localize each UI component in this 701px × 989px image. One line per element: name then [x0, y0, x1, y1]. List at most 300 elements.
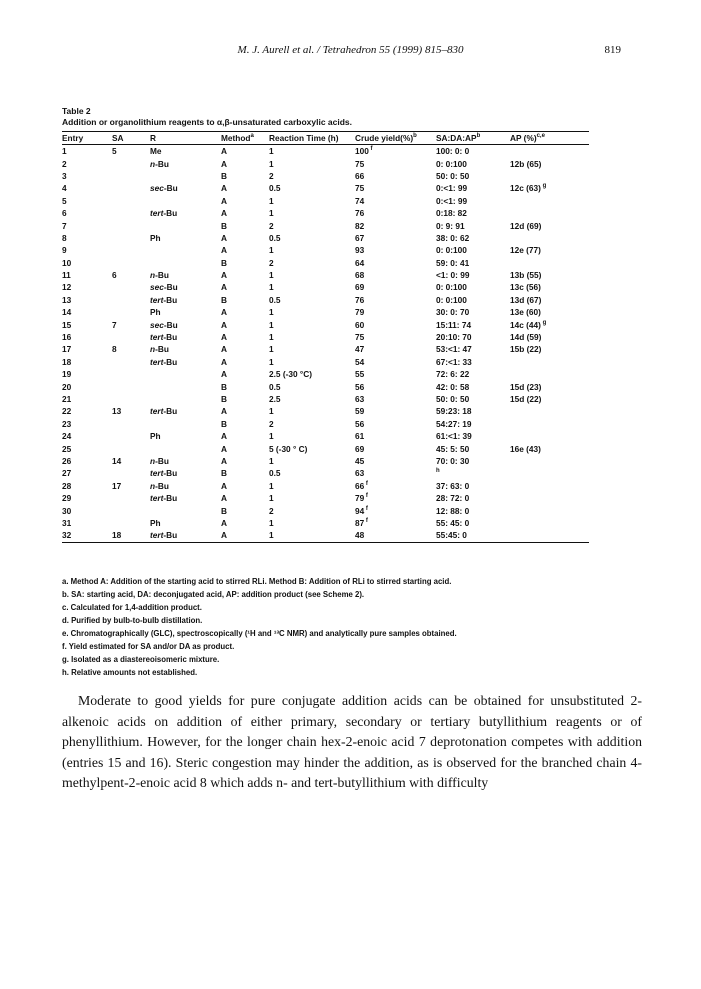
- table-cell: [510, 492, 589, 504]
- table-cell: [112, 244, 150, 256]
- table-cell: 14: [62, 307, 72, 318]
- table-cell: tert-Bu: [150, 294, 178, 305]
- table-cell: tert-Bu: [150, 468, 178, 479]
- table-cell: [112, 232, 150, 244]
- table-cell: [112, 207, 150, 219]
- table-cell: 1: [269, 208, 274, 219]
- table-footnotes: [62, 575, 457, 679]
- table-cell: 7: [62, 220, 67, 231]
- table-cell: 0.5: [269, 294, 281, 305]
- table-cell: 1: [269, 493, 274, 504]
- table-row: [62, 467, 589, 479]
- table-body: [62, 145, 589, 543]
- table-cell: 55: 45: 0: [436, 517, 470, 528]
- table-cell: 67: [355, 232, 365, 243]
- table-cell: 70: 0: 30: [436, 455, 470, 466]
- table-cell: 16: [62, 332, 72, 343]
- table-cell: 0:18: 82: [436, 208, 467, 219]
- table-cell: [112, 517, 150, 529]
- table-row: [62, 430, 589, 442]
- table-cell: 1: [269, 282, 274, 293]
- table-cell: sec-Bu: [150, 183, 178, 194]
- table-cell: A: [221, 245, 227, 256]
- table-cell: 2: [269, 257, 274, 268]
- table-cell: tert-Bu: [150, 332, 178, 343]
- table-cell: [150, 219, 221, 231]
- table-row: [62, 145, 589, 158]
- table-cell: 12b (65): [510, 158, 542, 169]
- table-cell: A: [221, 443, 227, 454]
- table-row: [62, 393, 589, 405]
- table-cell: 59:23: 18: [436, 406, 472, 417]
- table-row: [62, 207, 589, 219]
- table-cell: 1: [269, 319, 274, 330]
- table-cell: 13e (60): [510, 307, 541, 318]
- table-cell: 30: [62, 505, 72, 516]
- table-cell: 59: 0: 41: [436, 257, 470, 268]
- table-cell: [436, 467, 510, 479]
- table-cell: 19: [62, 369, 72, 380]
- table-row: [62, 368, 589, 380]
- table-cell: 13: [112, 406, 122, 417]
- table-cell: B: [221, 170, 227, 181]
- table-cell: n-Bu: [150, 480, 169, 491]
- table-cell: [112, 430, 150, 442]
- table-cell: A: [221, 369, 227, 380]
- table-row: [62, 480, 589, 492]
- table-cell: 59: [355, 406, 365, 417]
- table-cell: 68: [355, 270, 365, 281]
- column-header: Entry: [62, 132, 112, 145]
- table-cell: 7: [112, 319, 117, 330]
- footnote-mark: h: [436, 468, 440, 475]
- footnote-mark: a: [250, 133, 254, 140]
- table-cell: 63: [355, 394, 365, 404]
- table-cell: [150, 418, 221, 430]
- table-cell: sec-Bu: [150, 282, 178, 293]
- table-cell: 54:27: 19: [436, 418, 472, 429]
- table-cell: 1: [269, 529, 355, 542]
- table-label: Table 2: [62, 106, 91, 116]
- table-cell: 10: [62, 257, 72, 268]
- table-cell: 66 $^f$: [355, 480, 368, 491]
- table-cell: [510, 405, 589, 417]
- table-cell: [150, 195, 221, 207]
- table-cell: 20: [62, 381, 72, 392]
- table-cell: 2.5 (-30 °C): [269, 369, 312, 380]
- table-cell: [510, 418, 589, 430]
- table-cell: 25: [62, 443, 72, 454]
- table-cell: 55: [355, 369, 365, 380]
- table-cell: A: [221, 480, 227, 491]
- table-cell: 11: [62, 270, 71, 281]
- table-cell: 0.5: [269, 381, 281, 392]
- table-cell: 5: [62, 195, 67, 206]
- table-cell: 76: [355, 294, 365, 305]
- table-row: [62, 294, 589, 306]
- table-cell: tert-Bu: [150, 493, 178, 504]
- table-cell: Me: [150, 146, 162, 157]
- footnote: b. SA: starting acid, DA: deconjugated acid, AP: addition product (see Scheme 2).: [62, 590, 365, 599]
- table-cell: 1: [269, 480, 274, 491]
- table-cell: 69: [355, 282, 365, 293]
- table-cell: 0: 0:100: [436, 158, 467, 169]
- table-cell: 75: [355, 158, 365, 169]
- table-cell: A: [221, 195, 227, 206]
- table-row: [62, 244, 589, 256]
- table-cell: 0.5: [269, 468, 281, 479]
- table-cell: 2: [269, 220, 274, 231]
- table-cell: [150, 442, 221, 454]
- table-cell: A: [221, 356, 227, 367]
- table-cell: [510, 529, 589, 542]
- table-cell: 38: 0: 62: [436, 232, 470, 243]
- table-cell: 56: [355, 418, 365, 429]
- table-cell: A: [221, 146, 227, 157]
- table-row: [62, 219, 589, 231]
- table-cell: Ph: [150, 517, 161, 528]
- table-cell: [510, 517, 589, 529]
- table-cell: B: [221, 394, 227, 404]
- table-cell: B: [221, 220, 227, 231]
- table-cell: [112, 504, 150, 516]
- table-cell: 66: [355, 170, 365, 181]
- table-cell: A: [221, 232, 227, 243]
- table-cell: 12: 88: 0: [436, 505, 470, 516]
- table-cell: [112, 170, 150, 182]
- table-cell: [112, 393, 150, 405]
- table-cell: 31: [62, 517, 72, 528]
- footnote: g. Isolated as a diastereoisomeric mixture.: [62, 655, 220, 664]
- table-cell: 0: 0:100: [436, 294, 467, 305]
- table-cell: 1: [269, 517, 274, 528]
- table-cell: n-Bu: [150, 158, 169, 169]
- table-cell: [150, 380, 221, 392]
- table-cell: 1: [269, 344, 274, 355]
- table-cell: [510, 368, 589, 380]
- table-cell: A: [221, 307, 227, 318]
- table-row: [62, 455, 589, 467]
- table-cell: 69: [355, 443, 365, 454]
- table-cell: B: [221, 468, 227, 479]
- table-cell: 16e (43): [510, 443, 541, 454]
- table-cell: [112, 306, 150, 318]
- column-header: SA: [112, 132, 150, 145]
- table-row: [62, 157, 589, 169]
- table-cell: 63: [355, 468, 365, 479]
- table-cell: n-Bu: [150, 344, 169, 355]
- table-cell: Ph: [150, 431, 161, 442]
- table-cell: B: [221, 418, 227, 429]
- table-cell: 17: [62, 344, 72, 355]
- footnote-mark: g: [540, 319, 547, 326]
- table-cell: 14: [112, 455, 122, 466]
- table-cell: A: [221, 517, 227, 528]
- footnote: e. Chromatographically (GLC), spectroscopically (¹H and ¹³C NMR) and analytically pure samples obtained.: [62, 629, 457, 638]
- table-cell: 3: [62, 170, 67, 181]
- table-row: [62, 182, 589, 194]
- table-cell: 42: 0: 58: [436, 381, 470, 392]
- table-cell: 14c (44) $^g$: [510, 319, 547, 330]
- table-cell: 13d (67): [510, 294, 542, 305]
- table-cell: A: [221, 529, 269, 542]
- table-cell: A: [221, 455, 227, 466]
- table-cell: 100: 0: 0: [436, 146, 470, 157]
- table-cell: 14d (59): [510, 332, 542, 343]
- table-cell: [150, 504, 221, 516]
- table-cell: [112, 418, 150, 430]
- table-cell: B: [221, 381, 227, 392]
- table-cell: 18: [112, 529, 150, 542]
- table-cell: 0:<1: 99: [436, 195, 468, 206]
- footnote-mark: f: [368, 146, 373, 153]
- table-cell: 23: [62, 418, 72, 429]
- table-cell: 1: [269, 455, 274, 466]
- table-cell: A: [221, 282, 227, 293]
- table-row: [62, 306, 589, 318]
- table-cell: 12d (69): [510, 220, 542, 231]
- table-cell: [510, 430, 589, 442]
- table-cell: 13b (55): [510, 270, 542, 281]
- table-cell: 15b (22): [510, 344, 542, 355]
- table-cell: tert-Bu: [150, 208, 178, 219]
- table-cell: 47: [355, 344, 365, 355]
- table-row: [62, 318, 589, 330]
- table-cell: 75: [355, 183, 365, 194]
- table-cell: 15:11: 74: [436, 319, 472, 330]
- table-cell: 0: 9: 91: [436, 220, 465, 231]
- table-cell: 56: [355, 381, 365, 392]
- table-cell: 79: [355, 307, 365, 318]
- table-cell: 54: [355, 356, 365, 367]
- footnote: f. Yield estimated for SA and/or DA as product.: [62, 642, 235, 651]
- footnote-mark: b: [413, 133, 417, 140]
- table-cell: [150, 393, 221, 405]
- table-cell: [112, 368, 150, 380]
- table-cell: 5 (-30 ° C): [269, 443, 308, 454]
- table-cell: A: [221, 183, 227, 194]
- table-cell: [112, 442, 150, 454]
- table-cell: 67:<1: 33: [436, 356, 472, 367]
- table-cell: 27: [62, 468, 72, 479]
- table-cell: 6: [112, 270, 117, 281]
- table-cell: 18: [62, 356, 72, 367]
- table-cell: 50: 0: 50: [436, 170, 470, 181]
- table-cell: 61: [355, 431, 365, 442]
- table-row: [62, 269, 589, 281]
- table-cell: 50: 0: 50: [436, 394, 470, 404]
- table-cell: 1: [269, 356, 274, 367]
- table-cell: <1: 0: 99: [436, 270, 470, 281]
- table-cell: 0.5: [269, 183, 281, 194]
- table-row: [62, 343, 589, 355]
- table-cell: 75: [355, 332, 365, 343]
- table-cell: 30: 0: 70: [436, 307, 470, 318]
- table-row: [62, 281, 589, 293]
- table-cell: Ph: [150, 307, 161, 318]
- table-cell: 28: [62, 480, 72, 491]
- table-cell: 74: [355, 195, 365, 206]
- table-row: [62, 442, 589, 454]
- table-cell: 26: [62, 455, 72, 466]
- table-cell: [112, 182, 150, 194]
- footnote-mark: f: [364, 518, 368, 525]
- footnote-mark: f: [364, 505, 368, 512]
- table-cell: 94 $^f$: [355, 505, 368, 516]
- table-cell: 8: [112, 344, 117, 355]
- column-header: $SA:DA:AP^b$: [436, 132, 510, 145]
- table-cell: 72: 6: 22: [436, 369, 470, 380]
- table-cell: [510, 195, 589, 207]
- table-cell: n-Bu: [150, 270, 169, 281]
- table-cell: 2.5: [269, 394, 281, 404]
- table-row: [62, 195, 589, 207]
- table-cell: 82: [355, 220, 365, 231]
- body-text: [62, 691, 642, 794]
- table-cell: 1: [269, 158, 274, 169]
- table-cell: 0: 0:100: [436, 282, 467, 293]
- table-cell: [510, 145, 589, 158]
- table-cell: [510, 232, 589, 244]
- table-cell: n-Bu: [150, 455, 169, 466]
- page-number: 819: [604, 44, 621, 56]
- table-cell: sec-Bu: [150, 319, 178, 330]
- column-header: Method$^a$: [221, 132, 269, 145]
- table-cell: 32: [62, 529, 112, 542]
- table-cell: 9: [62, 245, 67, 256]
- table-cell: [510, 504, 589, 516]
- table-cell: 17: [112, 480, 122, 491]
- table-cell: [112, 157, 150, 169]
- table-cell: A: [221, 270, 227, 281]
- table-cell: 29: [62, 493, 72, 504]
- table-cell: [112, 281, 150, 293]
- table-cell: A: [221, 431, 227, 442]
- table-cell: [112, 195, 150, 207]
- table-row: [62, 232, 589, 244]
- table-cell: [112, 492, 150, 504]
- table-cell: 6: [62, 208, 67, 219]
- table-cell: 12e (77): [510, 245, 541, 256]
- table-row: [62, 529, 589, 542]
- table-cell: Ph: [150, 232, 161, 243]
- table-cell: tert-Bu: [150, 406, 178, 417]
- footnote-mark: g: [540, 183, 547, 190]
- table-cell: 37: 63: 0: [436, 480, 470, 491]
- table-cell: 0:<1: 99: [436, 183, 468, 194]
- footnote: c. Calculated for 1,4-addition product.: [62, 603, 202, 612]
- table-cell: 1: [62, 146, 67, 157]
- table-cell: 15d (23): [510, 381, 542, 392]
- table-cell: 61:<1: 39: [436, 431, 472, 442]
- table-cell: 13c (56): [510, 282, 541, 293]
- table-cell: A: [221, 332, 227, 343]
- column-header: R: [150, 132, 221, 145]
- table-cell: [112, 467, 150, 479]
- table-cell: 60: [355, 319, 365, 330]
- table-cell: 1: [269, 146, 274, 157]
- table-cell: B: [221, 294, 227, 305]
- table-cell: [510, 170, 589, 182]
- table-cell: 2: [269, 418, 274, 429]
- footnote: a. Method A: Addition of the starting acid to stirred RLi. Method B: Addition of RLi to stirred starting acid.: [62, 577, 452, 586]
- table-cell: [150, 244, 221, 256]
- table-caption-text: Addition or organolithium reagents to α,β-unsaturated carboxylic acids.: [62, 117, 353, 127]
- table-cell: 21: [62, 394, 72, 404]
- table-cell: [510, 257, 589, 269]
- table-row: [62, 517, 589, 529]
- table-cell: B: [221, 257, 227, 268]
- table-row: [62, 356, 589, 368]
- footnote-mark: f: [364, 480, 368, 487]
- column-header: Crude yield(%)$^b$: [355, 132, 436, 145]
- table-caption: [62, 106, 352, 128]
- table-cell: [150, 257, 221, 269]
- table-row: [62, 257, 589, 269]
- table-cell: 45: 5: 50: [436, 443, 470, 454]
- table-cell: 1: [269, 307, 274, 318]
- table-cell: 15d (22): [510, 394, 542, 404]
- table-cell: 5: [112, 146, 117, 157]
- table-cell: 1: [269, 270, 274, 281]
- table-cell: [112, 257, 150, 269]
- table-cell: B: [221, 505, 227, 516]
- table-cell: 22: [62, 406, 72, 417]
- table-cell: tert-Bu: [150, 356, 178, 367]
- table-cell: [112, 356, 150, 368]
- table-cell: 15: [62, 319, 72, 330]
- table-cell: [112, 331, 150, 343]
- table-cell: 1: [269, 195, 274, 206]
- table-cell: 53:<1: 47: [436, 344, 472, 355]
- table-cell: tert-Bu: [150, 529, 221, 542]
- table-cell: [510, 455, 589, 467]
- table-cell: 87 $^f$: [355, 517, 368, 528]
- table-cell: 1: [269, 431, 274, 442]
- table-cell: 55:45: 0: [436, 529, 510, 542]
- table-cell: 12c (63) $^g$: [510, 183, 547, 194]
- table-row: [62, 170, 589, 182]
- table-header-row: [62, 132, 589, 145]
- table-cell: 0: 0:100: [436, 245, 467, 256]
- table-row: [62, 492, 589, 504]
- column-header: AP (%)$^{c,e}$: [510, 132, 589, 145]
- table-cell: 13: [62, 294, 72, 305]
- table-row: [62, 418, 589, 430]
- table-cell: [150, 170, 221, 182]
- table-cell: 2: [269, 170, 274, 181]
- table-cell: [510, 480, 589, 492]
- table-row: [62, 380, 589, 392]
- table-cell: [510, 356, 589, 368]
- table-cell: 45: [355, 455, 365, 466]
- footnote-mark: f: [364, 493, 368, 500]
- table-cell: 2: [62, 158, 67, 169]
- table-cell: A: [221, 344, 227, 355]
- table-cell: A: [221, 208, 227, 219]
- table-cell: 4: [62, 183, 67, 194]
- table-cell: A: [221, 158, 227, 169]
- table-cell: 28: 72: 0: [436, 493, 470, 504]
- table-cell: 100 $^f$: [355, 146, 373, 157]
- table-cell: 20:10: 70: [436, 332, 472, 343]
- table-cell: A: [221, 493, 227, 504]
- table-row: [62, 504, 589, 516]
- footnote: h. Relative amounts not established.: [62, 668, 198, 677]
- table-cell: A: [221, 319, 227, 330]
- table-cell: 0.5: [269, 232, 281, 243]
- table-cell: 48: [355, 529, 436, 542]
